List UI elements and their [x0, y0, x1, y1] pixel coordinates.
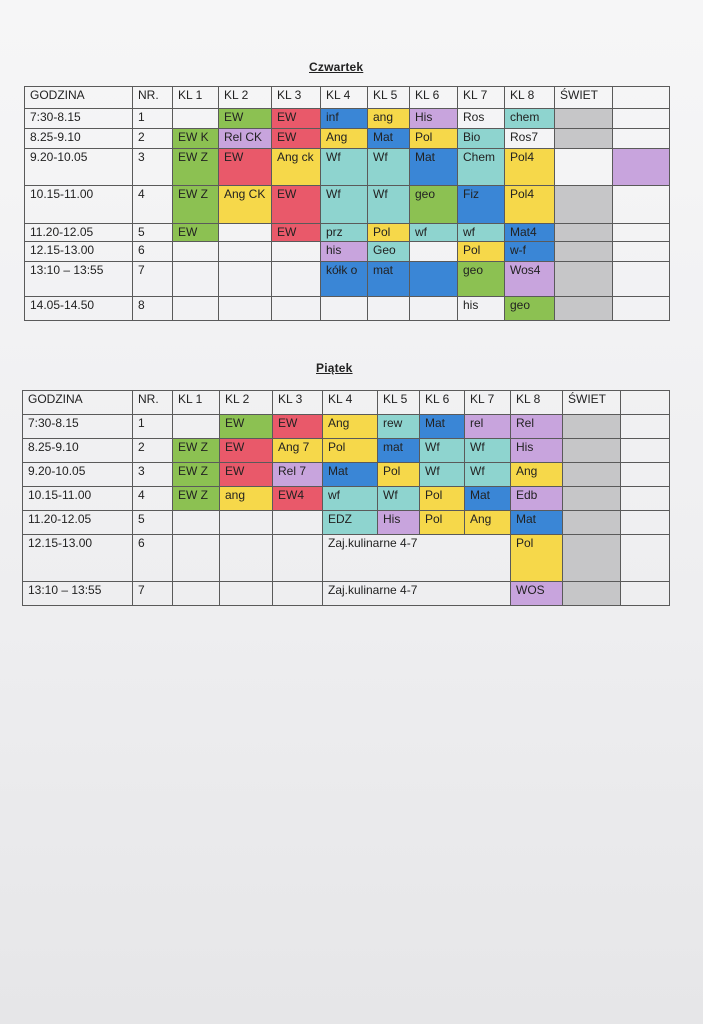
subject-cell: Pol	[323, 439, 378, 463]
table-row	[25, 224, 670, 242]
header-cell: KL 8	[505, 87, 555, 109]
subject-cell: EW	[272, 109, 321, 129]
subject-cell: w-f	[505, 242, 555, 262]
time-cell: 9.20-10.05	[25, 149, 133, 186]
time-cell: 10.15-11.00	[25, 186, 133, 224]
subject-cell: Chem	[458, 149, 505, 186]
time-cell: 9.20-10.05	[23, 463, 133, 487]
subject-cell	[621, 487, 670, 511]
subject-cell	[555, 224, 613, 242]
subject-cell: EW	[173, 224, 219, 242]
table-row	[23, 487, 670, 511]
table-row	[23, 439, 670, 463]
subject-cell: Ang ck	[272, 149, 321, 186]
subject-cell: Zaj.kulinarne 4-7	[323, 582, 511, 606]
subject-cell	[563, 439, 621, 463]
table-row	[25, 262, 670, 297]
lesson-number-cell: 3	[133, 149, 173, 186]
subject-cell	[272, 297, 321, 321]
subject-cell: rel	[465, 415, 511, 439]
subject-cell	[321, 297, 368, 321]
header-cell: NR.	[133, 391, 173, 415]
subject-cell: EW	[272, 224, 321, 242]
table-row	[25, 129, 670, 149]
subject-cell	[219, 242, 272, 262]
header-cell: KL 1	[173, 87, 219, 109]
subject-cell	[613, 186, 670, 224]
subject-cell: geo	[410, 186, 458, 224]
subject-cell: EW	[220, 463, 273, 487]
subject-cell: Ros	[458, 109, 505, 129]
subject-cell: inf	[321, 109, 368, 129]
lesson-number-cell: 1	[133, 109, 173, 129]
header-cell: ŚWIET	[563, 391, 621, 415]
subject-cell	[613, 262, 670, 297]
subject-cell: Zaj.kulinarne 4-7	[323, 535, 511, 582]
subject-cell	[368, 297, 410, 321]
subject-cell: EW K	[173, 129, 219, 149]
subject-cell: geo	[505, 297, 555, 321]
table-row	[23, 582, 670, 606]
header-row	[23, 391, 670, 415]
header-cell: KL 4	[323, 391, 378, 415]
subject-cell	[273, 582, 323, 606]
subject-cell	[173, 297, 219, 321]
subject-cell	[621, 415, 670, 439]
header-cell: KL 7	[458, 87, 505, 109]
subject-cell: His	[378, 511, 420, 535]
header-row	[25, 87, 670, 109]
subject-cell	[555, 129, 613, 149]
subject-cell: kółk o	[321, 262, 368, 297]
subject-cell: Wos4	[505, 262, 555, 297]
subject-cell	[621, 463, 670, 487]
subject-cell: Pol	[368, 224, 410, 242]
lesson-number-cell: 4	[133, 186, 173, 224]
header-cell: KL 3	[272, 87, 321, 109]
lesson-number-cell: 8	[133, 297, 173, 321]
subject-cell	[563, 463, 621, 487]
subject-cell: EW Z	[173, 487, 220, 511]
subject-cell: Rel	[511, 415, 563, 439]
timetable-friday	[22, 390, 670, 606]
time-cell: 8.25-9.10	[25, 129, 133, 149]
subject-cell: EW	[220, 439, 273, 463]
subject-cell: Ang	[323, 415, 378, 439]
subject-cell	[220, 582, 273, 606]
subject-cell	[220, 535, 273, 582]
time-cell: 14.05-14.50	[25, 297, 133, 321]
time-cell: 12.15-13.00	[23, 535, 133, 582]
subject-cell	[613, 297, 670, 321]
header-cell: NR.	[133, 87, 173, 109]
subject-cell: Wf	[465, 463, 511, 487]
subject-cell	[410, 297, 458, 321]
table-row	[25, 242, 670, 262]
subject-cell	[555, 262, 613, 297]
subject-cell: His	[410, 109, 458, 129]
subject-cell	[563, 535, 621, 582]
time-cell: 11.20-12.05	[25, 224, 133, 242]
header-cell: KL 7	[465, 391, 511, 415]
subject-cell	[563, 511, 621, 535]
subject-cell: his	[321, 242, 368, 262]
subject-cell: Geo	[368, 242, 410, 262]
subject-cell	[555, 242, 613, 262]
header-cell: GODZINA	[23, 391, 133, 415]
subject-cell: EW Z	[173, 149, 219, 186]
subject-cell	[173, 109, 219, 129]
lesson-number-cell: 1	[133, 415, 173, 439]
subject-cell: wf	[410, 224, 458, 242]
header-cell: KL 5	[378, 391, 420, 415]
lesson-number-cell: 7	[133, 582, 173, 606]
lesson-number-cell: 3	[133, 463, 173, 487]
header-cell: GODZINA	[25, 87, 133, 109]
subject-cell	[621, 511, 670, 535]
lesson-number-cell: 5	[133, 224, 173, 242]
table-row	[23, 415, 670, 439]
subject-cell: Mat	[420, 415, 465, 439]
subject-cell: EW Z	[173, 186, 219, 224]
subject-cell: wf	[323, 487, 378, 511]
subject-cell: WOS	[511, 582, 563, 606]
subject-cell: Pol	[458, 242, 505, 262]
header-cell: KL 8	[511, 391, 563, 415]
subject-cell: Pol	[420, 511, 465, 535]
subject-cell: EW	[219, 149, 272, 186]
subject-cell: EW	[219, 109, 272, 129]
subject-cell: Mat	[511, 511, 563, 535]
subject-cell: EDZ	[323, 511, 378, 535]
subject-cell: Edb	[511, 487, 563, 511]
subject-cell	[621, 582, 670, 606]
subject-cell: Ang 7	[273, 439, 323, 463]
table-row	[23, 511, 670, 535]
time-cell: 13:10 – 13:55	[25, 262, 133, 297]
subject-cell: his	[458, 297, 505, 321]
subject-cell: Wf	[368, 186, 410, 224]
subject-cell: Wf	[420, 439, 465, 463]
timetable-thursday	[24, 86, 670, 321]
subject-cell	[220, 511, 273, 535]
subject-cell: Wf	[321, 149, 368, 186]
subject-cell: Ang	[321, 129, 368, 149]
subject-cell	[272, 262, 321, 297]
subject-cell	[173, 262, 219, 297]
subject-cell	[219, 262, 272, 297]
time-cell: 8.25-9.10	[23, 439, 133, 463]
subject-cell	[555, 149, 613, 186]
subject-cell	[555, 186, 613, 224]
header-cell: KL 6	[420, 391, 465, 415]
subject-cell: Bio	[458, 129, 505, 149]
header-cell	[613, 87, 670, 109]
subject-cell	[410, 242, 458, 262]
subject-cell: Mat	[323, 463, 378, 487]
subject-cell: geo	[458, 262, 505, 297]
subject-cell: Pol4	[505, 149, 555, 186]
subject-cell: Rel CK	[219, 129, 272, 149]
subject-cell: EW4	[273, 487, 323, 511]
subject-cell	[613, 242, 670, 262]
subject-cell	[613, 149, 670, 186]
subject-cell	[272, 242, 321, 262]
subject-cell: Ros7	[505, 129, 555, 149]
subject-cell: EW	[272, 186, 321, 224]
subject-cell: EW Z	[173, 463, 220, 487]
header-cell: KL 2	[220, 391, 273, 415]
subject-cell: Ang CK	[219, 186, 272, 224]
table-row	[25, 297, 670, 321]
time-cell: 12.15-13.00	[25, 242, 133, 262]
subject-cell: His	[511, 439, 563, 463]
subject-cell	[173, 415, 220, 439]
header-cell: KL 5	[368, 87, 410, 109]
time-cell: 7:30-8.15	[25, 109, 133, 129]
subject-cell: Mat	[465, 487, 511, 511]
lesson-number-cell: 2	[133, 439, 173, 463]
subject-cell	[613, 224, 670, 242]
subject-cell: EW	[272, 129, 321, 149]
header-cell: ŚWIET	[555, 87, 613, 109]
time-cell: 11.20-12.05	[23, 511, 133, 535]
subject-cell: Pol4	[505, 186, 555, 224]
header-cell: KL 4	[321, 87, 368, 109]
header-cell: KL 2	[219, 87, 272, 109]
header-cell	[621, 391, 670, 415]
subject-cell	[555, 109, 613, 129]
subject-cell: Rel 7	[273, 463, 323, 487]
subject-cell: Mat	[368, 129, 410, 149]
table-row	[25, 149, 670, 186]
subject-cell	[563, 582, 621, 606]
lesson-number-cell: 2	[133, 129, 173, 149]
subject-cell: Mat	[410, 149, 458, 186]
subject-cell	[219, 224, 272, 242]
header-cell: KL 1	[173, 391, 220, 415]
subject-cell	[563, 415, 621, 439]
subject-cell: Wf	[321, 186, 368, 224]
lesson-number-cell: 4	[133, 487, 173, 511]
subject-cell: mat	[368, 262, 410, 297]
subject-cell	[621, 439, 670, 463]
subject-cell: mat	[378, 439, 420, 463]
subject-cell: Fiz	[458, 186, 505, 224]
subject-cell	[613, 129, 670, 149]
header-cell: KL 6	[410, 87, 458, 109]
time-cell: 13:10 – 13:55	[23, 582, 133, 606]
subject-cell	[555, 297, 613, 321]
lesson-number-cell: 7	[133, 262, 173, 297]
subject-cell	[410, 262, 458, 297]
subject-cell: rew	[378, 415, 420, 439]
subject-cell: EW Z	[173, 439, 220, 463]
subject-cell: wf	[458, 224, 505, 242]
time-cell: 7:30-8.15	[23, 415, 133, 439]
subject-cell	[273, 535, 323, 582]
subject-cell: Wf	[465, 439, 511, 463]
table-row	[23, 463, 670, 487]
table-row	[25, 109, 670, 129]
day-title-friday: Piątek	[316, 361, 353, 375]
lesson-number-cell: 6	[133, 242, 173, 262]
subject-cell: Pol	[410, 129, 458, 149]
subject-cell: Pol	[420, 487, 465, 511]
lesson-number-cell: 5	[133, 511, 173, 535]
subject-cell	[173, 242, 219, 262]
subject-cell: Wf	[368, 149, 410, 186]
subject-cell: Wf	[378, 487, 420, 511]
time-cell: 10.15-11.00	[23, 487, 133, 511]
subject-cell	[173, 582, 220, 606]
subject-cell	[173, 511, 220, 535]
table-row	[25, 186, 670, 224]
subject-cell	[219, 297, 272, 321]
table-row	[23, 535, 670, 582]
subject-cell: Ang	[511, 463, 563, 487]
subject-cell	[563, 487, 621, 511]
subject-cell: EW	[220, 415, 273, 439]
subject-cell: Wf	[420, 463, 465, 487]
subject-cell: ang	[368, 109, 410, 129]
header-cell: KL 3	[273, 391, 323, 415]
subject-cell	[173, 535, 220, 582]
subject-cell: ang	[220, 487, 273, 511]
subject-cell: EW	[273, 415, 323, 439]
subject-cell: prz	[321, 224, 368, 242]
subject-cell: Mat4	[505, 224, 555, 242]
day-title-thursday: Czwartek	[309, 60, 364, 74]
subject-cell	[273, 511, 323, 535]
lesson-number-cell: 6	[133, 535, 173, 582]
subject-cell: Ang	[465, 511, 511, 535]
subject-cell: Pol	[378, 463, 420, 487]
subject-cell: Pol	[511, 535, 563, 582]
subject-cell	[621, 535, 670, 582]
subject-cell	[613, 109, 670, 129]
subject-cell: chem	[505, 109, 555, 129]
